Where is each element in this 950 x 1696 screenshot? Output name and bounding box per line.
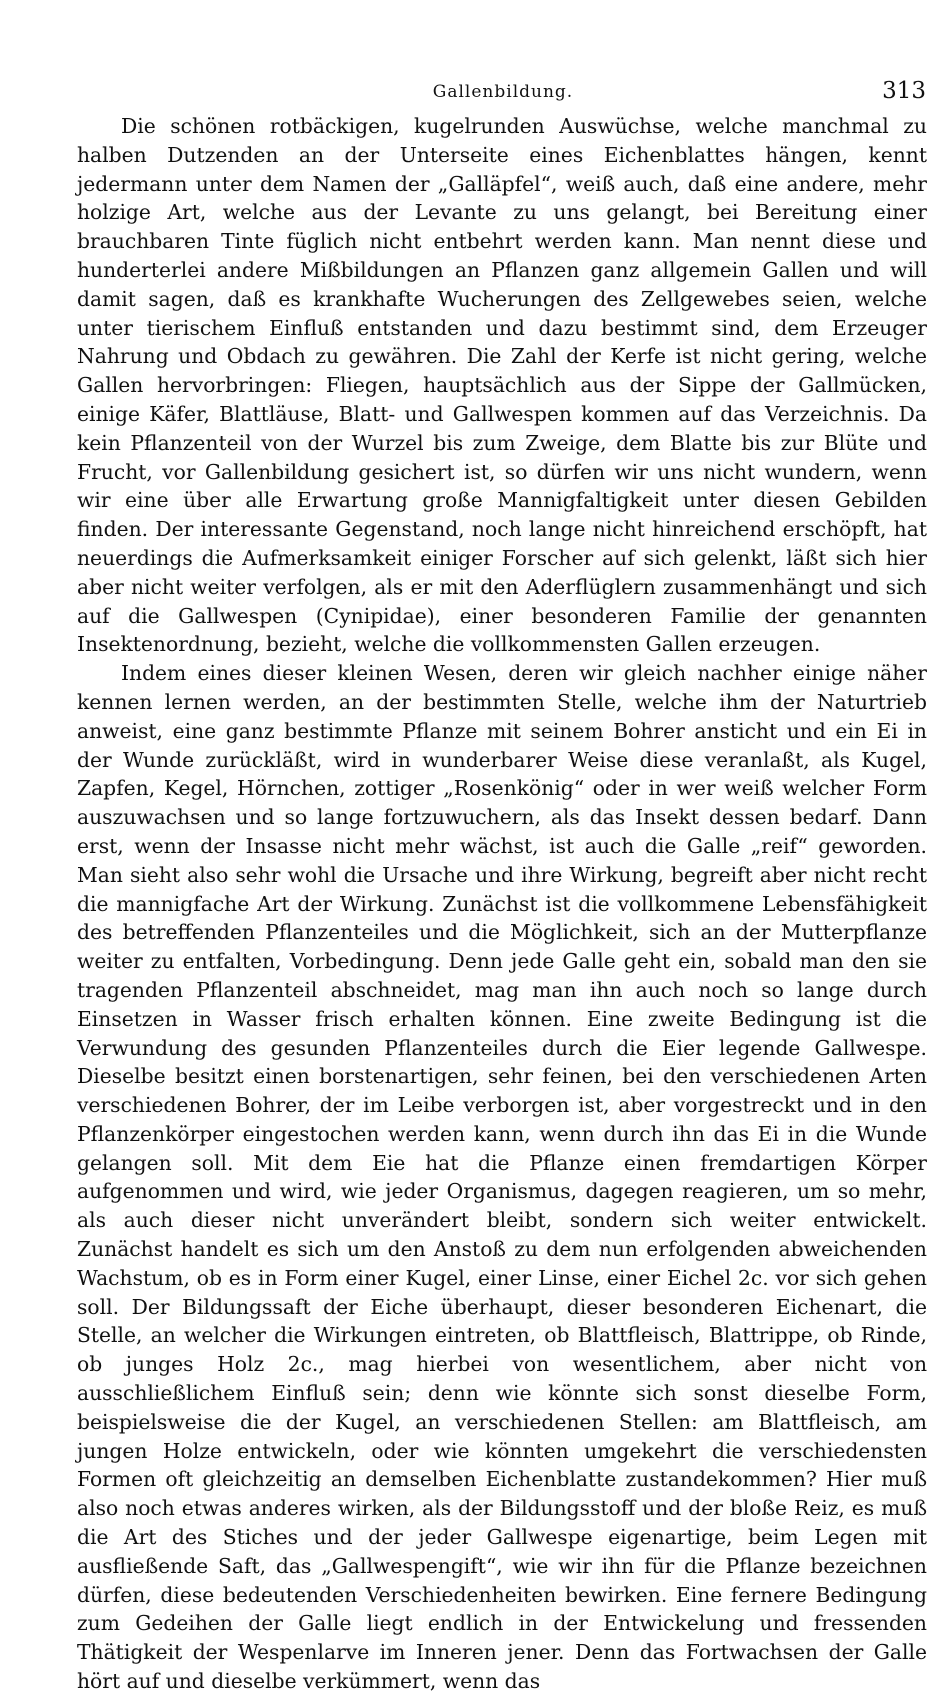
body-text — [77, 112, 927, 1696]
paragraph: Indem eines dieser kleinen Wesen, deren wir gleich nachher einige näher kennen lernen werden, an der bestimmten Stelle, welche ihm der Naturtrieb anweist, eine ganz bestimmte Pflanze mit seinem Bohrer ansticht und ein Ei in der Wunde zurückläßt, wird in wunderbarer Weise diese veranlaßt, als Kugel, Zapfen, Kegel, Hörnchen, zottiger „Rosenkönig“ oder in wer weiß welcher Form auszuwachsen und so lange fortzuwuchern, als das Insekt dessen bedarf. Dann erst, wenn der Insasse nicht mehr wächst, ist auch die Galle „reif“ geworden. Man sieht also sehr wohl die Ursache und ihre Wirkung, begreift aber nicht recht die mannigfache Art der Wirkung. Zunächst ist die vollkommene Lebensfähigkeit des betreffenden Pflanzenteiles und die Möglichkeit, sich an der Mutterpflanze weiter zu entfalten, Vorbedingung. Denn jede Galle geht ein, sobald man den sie tragenden Pflanzenteil abschneidet, mag man ihn auch noch so lange durch Einsetzen in Wasser frisch erhalten können. Eine zweite Bedingung ist die Verwundung des gesunden Pflanzenteiles durch die Eier legende Gallwespe. Dieselbe besitzt einen borstenartigen, sehr feinen, bei den verschiedenen Arten verschiedenen Bohrer, der im Leibe verborgen ist, aber vorgestreckt und in den Pflanzenkörper eingestochen werden kann, wenn durch ihn das Ei in die Wunde gelangen soll. Mit dem Eie hat die Pflanze einen fremdartigen Körper aufgenommen und wird, wie jeder Organismus, dagegen reagieren, um so mehr, als auch dieser nicht unverändert bleibt, sondern sich weiter entwickelt. Zunächst handelt es sich um den Anstoß zu dem nun erfolgenden abweichenden Wachstum, ob es in Form einer Kugel, einer Linse, einer Eichel 2c. vor sich gehen soll. Der Bildungssaft der Eiche überhaupt, dieser besonderen Eichenart, die Stelle, an welcher die Wirkungen eintreten, ob Blattfleisch, Blattrippe, ob Rinde, ob junges Holz 2c., mag hierbei von wesentlichem, aber nicht von ausschließlichem Einfluß sein; denn wie könnte sich sonst dieselbe Form, beispielsweise die der Kugel, an verschiedenen Stellen: am Blattfleisch, am jungen Holze entwickeln, oder wie könnten umgekehrt die verschiedensten Formen oft gleichzeitig an demselben Eichenblatte zustandekommen? Hier muß also noch etwas anderes wirken, als der Bildungsstoff und der bloße Reiz, es muß die Art des Stiches und der jeder Gallwespe eigenartige, beim Legen mit ausfließende Saft, das „Gallwespengift“, wie wir ihn für die Pflanze bezeichnen dürfen, diese bedeutenden Verschiedenheiten bewirken. Eine fernere Bedingung zum Gedeihen der Galle liegt endlich in der Entwickelung und fressenden Thätigkeit der Wespenlarve im Inneren jener. Denn das Fortwachsen der Galle hört auf und dieselbe verkümmert, wenn das — [77, 661, 927, 1694]
page-header — [78, 78, 928, 106]
paragraph: Die schönen rotbäckigen, kugelrunden Auswüchse, welche manchmal zu halben Dutzenden an der Unterseite eines Eichenblattes hängen, kennt jedermann unter dem Namen der „Galläpfel“, weiß auch, daß eine andere, mehr holzige Art, welche aus der Levante zu uns gelangt, bei Bereitung einer brauchbaren Tinte füglich nicht entbehrt werden kann. Man nennt diese und hunderterlei andere Mißbildungen an Pflanzen ganz allgemein Gallen und will damit sagen, daß es krankhafte Wucherungen des Zellgewebes seien, welche unter tierischem Einfluß entstanden und dazu bestimmt sind, dem Erzeuger Nahrung und Obdach zu gewähren. Die Zahl der Kerfe ist nicht gering, welche Gallen hervorbringen: Fliegen, hauptsächlich aus der Sippe der Gallmücken, einige Käfer, Blattläuse, Blatt- und Gallwespen kommen auf das Verzeichnis. Da kein Pflanzenteil von der Wurzel bis zum Zweige, dem Blatte bis zur Blüte und Frucht, vor Gallenbildung gesichert ist, so dürfen wir uns nicht wundern, wenn wir eine über alle Erwartung große Mannigfaltigkeit unter diesen Gebilden finden. Der interessante Gegenstand, noch lange nicht hinreichend erschöpft, hat neuerdings die Aufmerksamkeit einiger Forscher auf sich gelenkt, läßt sich hier aber nicht weiter verfolgen, als er mit den Aderflüglern zusammenhängt und sich auf die Gallwespen (Cynipidae), einer besonderen Familie der genannten Insektenordnung, bezieht, welche die vollkommensten Gallen erzeugen. — [77, 114, 927, 657]
page-number: 313 — [882, 78, 926, 104]
running-title: Gallenbildung. — [432, 82, 574, 102]
